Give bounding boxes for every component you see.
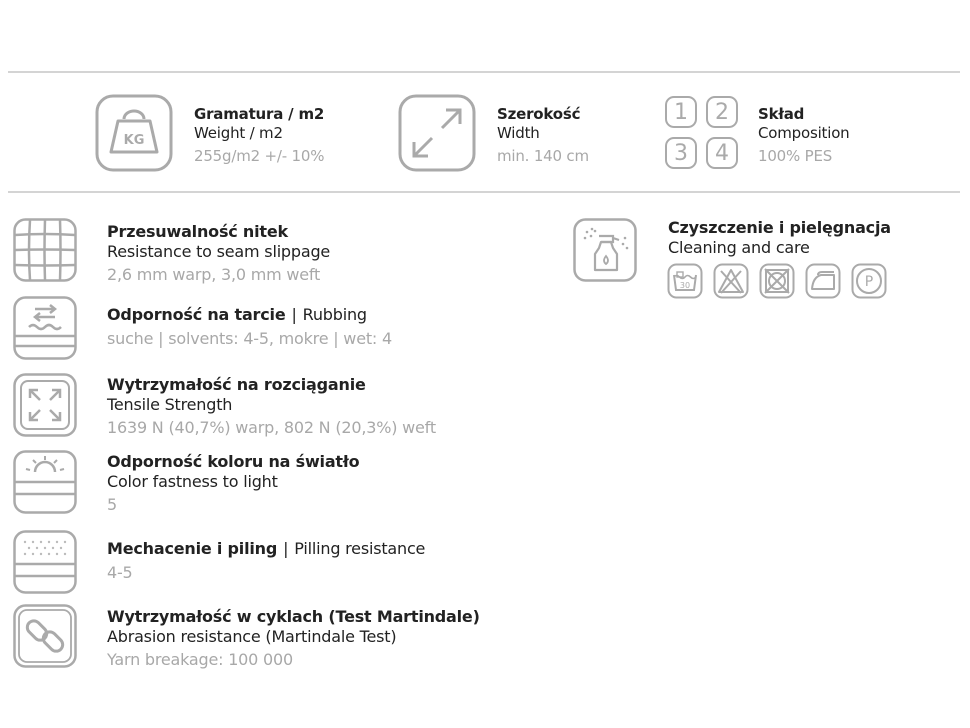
tensile-title: Wytrzymałość na rozciąganie: [107, 375, 366, 394]
width-title: Szerokość: [497, 105, 581, 123]
rubbing-value: suche | solvents: 4-5, mokre | wet: 4: [107, 329, 392, 348]
top-divider: [8, 71, 960, 73]
seam-slippage-title: Przesuwalność nitek: [107, 222, 288, 241]
cleaning-spray-icon: [573, 218, 637, 282]
light-fastness-subtitle: Color fastness to light: [107, 472, 278, 491]
seam-slippage-subtitle: Resistance to seam slippage: [107, 242, 331, 261]
light-fastness-title: Odporność koloru na światło: [107, 452, 360, 471]
weight-subtitle: Weight / m2: [194, 124, 283, 142]
martindale-value: Yarn breakage: 100 000: [107, 650, 293, 669]
pilling-dots-icon: [13, 530, 77, 594]
rubbing-title-line: [107, 305, 367, 324]
pilling-title-en: Pilling resistance: [294, 539, 426, 558]
martindale-chain-icon: [13, 604, 77, 668]
width-value: min. 140 cm: [497, 147, 589, 165]
separator: |: [283, 539, 289, 558]
rubbing-title-en: Rubbing: [302, 305, 367, 324]
composition-number-2: 2: [706, 96, 738, 128]
composition-title: Skład: [758, 105, 805, 123]
martindale-title: Wytrzymałość w cyklach (Test Martindale): [107, 607, 480, 626]
rubbing-icon: [13, 296, 77, 360]
separator: |: [291, 305, 297, 324]
no-bleach-icon: [713, 263, 749, 303]
weight-title: Gramatura / m2: [194, 105, 325, 123]
width-subtitle: Width: [497, 124, 540, 142]
middle-divider: [8, 191, 960, 193]
weight-kg-icon: [95, 94, 173, 172]
tensile-value: 1639 N (40,7%) warp, 802 N (20,3%) weft: [107, 418, 436, 437]
rubbing-title: Odporność na tarcie: [107, 305, 286, 324]
tensile-expand-icon: [13, 373, 77, 437]
weight-value: 255g/m2 +/- 10%: [194, 147, 325, 165]
wash-30-icon: [667, 263, 703, 303]
seam-slippage-grid-icon: [13, 218, 77, 282]
composition-number-3: 3: [665, 137, 697, 169]
composition-number-4: 4: [706, 137, 738, 169]
light-sun-icon: [13, 450, 77, 514]
no-tumble-dry-icon: [759, 263, 795, 303]
composition-subtitle: Composition: [758, 124, 850, 142]
kg-icon-label: KG: [123, 133, 145, 148]
seam-slippage-value: 2,6 mm warp, 3,0 mm weft: [107, 265, 321, 284]
dry-clean-letter: P: [864, 274, 874, 290]
care-subtitle: Cleaning and care: [668, 238, 810, 257]
light-fastness-value: 5: [107, 495, 117, 514]
care-title: Czyszczenie i pielęgnacja: [668, 218, 891, 237]
pilling-title-line: [107, 539, 425, 558]
composition-value: 100% PES: [758, 147, 833, 165]
dry-clean-p-icon: [851, 263, 887, 303]
width-arrows-icon: [398, 94, 476, 172]
iron-icon: [805, 263, 841, 303]
martindale-subtitle: Abrasion resistance (Martindale Test): [107, 627, 397, 646]
pilling-title: Mechacenie i piling: [107, 539, 278, 558]
tensile-subtitle: Tensile Strength: [107, 395, 233, 414]
composition-number-1: 1: [665, 96, 697, 128]
wash-temperature: 30: [679, 281, 691, 290]
pilling-value: 4-5: [107, 563, 133, 582]
